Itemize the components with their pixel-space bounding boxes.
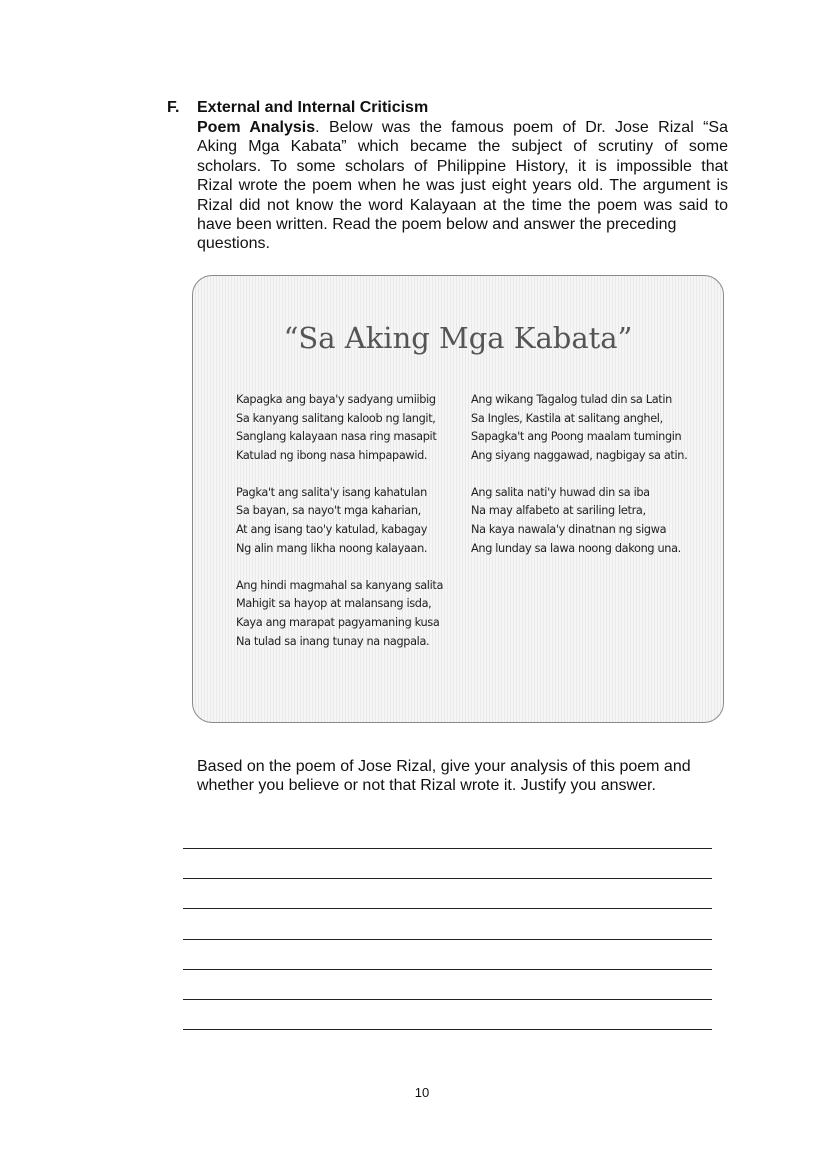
poem-line: Kaya ang marapat pagyamaning kusa (236, 615, 440, 629)
poem-line: Pagka't ang salita'y isang kahatulan (236, 485, 427, 499)
intro-line (197, 118, 728, 137)
intro-text: . Below was the famous poem of Dr. Jose Rizal “Sa (315, 119, 729, 136)
intro-line: scholars. To some scholars of Philippine History, it is impossible that (197, 157, 728, 175)
poem-line: Katulad ng ibong nasa himpapawid. (236, 448, 428, 462)
section-title: External and Internal Criticism (197, 99, 429, 116)
poem-line: Sa bayan, sa nayo't mga kaharian, (236, 504, 421, 518)
poem-stanza (471, 391, 687, 465)
poem-column-right (471, 391, 687, 577)
section-letter: F. (167, 99, 180, 116)
question-line: Based on the poem of Jose Rizal, give your analysis of this poem and (197, 758, 691, 775)
poem-stanza (471, 484, 687, 558)
poem-stanza (236, 577, 443, 651)
answer-line[interactable] (183, 939, 712, 940)
poem-line: Na kaya nawala'y dinatnan ng sigwa (471, 523, 667, 537)
intro-line: have been written. Read the poem below and answer the preceding (197, 216, 677, 234)
poem-stanza (236, 484, 443, 558)
poem-line: Kapagka ang baya'y sadyang umiibig (236, 393, 436, 406)
poem-image (192, 275, 724, 723)
poem-line: Sanglang kalayaan nasa ring masapit (236, 430, 437, 444)
intro-paragraph (197, 118, 728, 254)
poem-line: Sa kanyang salitang kaloob ng langit, (236, 411, 436, 425)
answer-line[interactable] (183, 908, 712, 909)
poem-line: Sapagka't ang Poong maalam tumingin (471, 430, 682, 444)
poem-line: Mahigit sa hayop at malansang isda, (236, 597, 432, 611)
answer-line[interactable] (183, 878, 712, 879)
answer-line[interactable] (183, 848, 712, 849)
intro-line: Aking Mga Kabata” which became the subject of scrutiny of some (197, 138, 728, 156)
question-prompt (197, 757, 737, 796)
answer-line[interactable] (183, 999, 712, 1000)
poem-line: Ang siyang naggawad, nagbigay sa atin. (471, 448, 688, 462)
poem-title: “Sa Aking Mga Kabata” (283, 321, 633, 355)
poem-line: Na may alfabeto at sariling letra, (471, 504, 646, 518)
poem-column-left (236, 391, 443, 670)
poem-line: Na tulad sa inang tunay na nagpala. (236, 634, 430, 648)
question-line: whether you believe or not that Rizal wrote it. Justify you answer. (197, 777, 656, 795)
poem-line: Ng alin mang likha noong kalayaan. (236, 541, 428, 555)
intro-line: Rizal wrote the poem when he was just eight years old. The argument is (197, 177, 728, 195)
poem-line: At ang isang tao'y katulad, kabagay (236, 523, 428, 537)
intro-line: questions. (197, 235, 270, 253)
intro-line: Rizal did not know the word Kalayaan at the time the poem was said to (197, 196, 728, 214)
intro-bold-label: Poem Analysis (197, 119, 316, 136)
page-number: 10 (414, 1085, 430, 1100)
poem-stanza (236, 391, 443, 465)
poem-line: Ang hindi magmahal sa kanyang salita (236, 578, 444, 592)
answer-line[interactable] (183, 1029, 712, 1030)
poem-line: Sa Ingles, Kastila at salitang anghel, (471, 411, 663, 425)
answer-line[interactable] (183, 969, 712, 970)
poem-line: Ang lunday sa lawa noong dakong una. (471, 541, 681, 555)
poem-line: Ang wikang Tagalog tulad din sa Latin (471, 393, 672, 406)
poem-line: Ang salita nati'y huwad din sa iba (471, 485, 650, 499)
